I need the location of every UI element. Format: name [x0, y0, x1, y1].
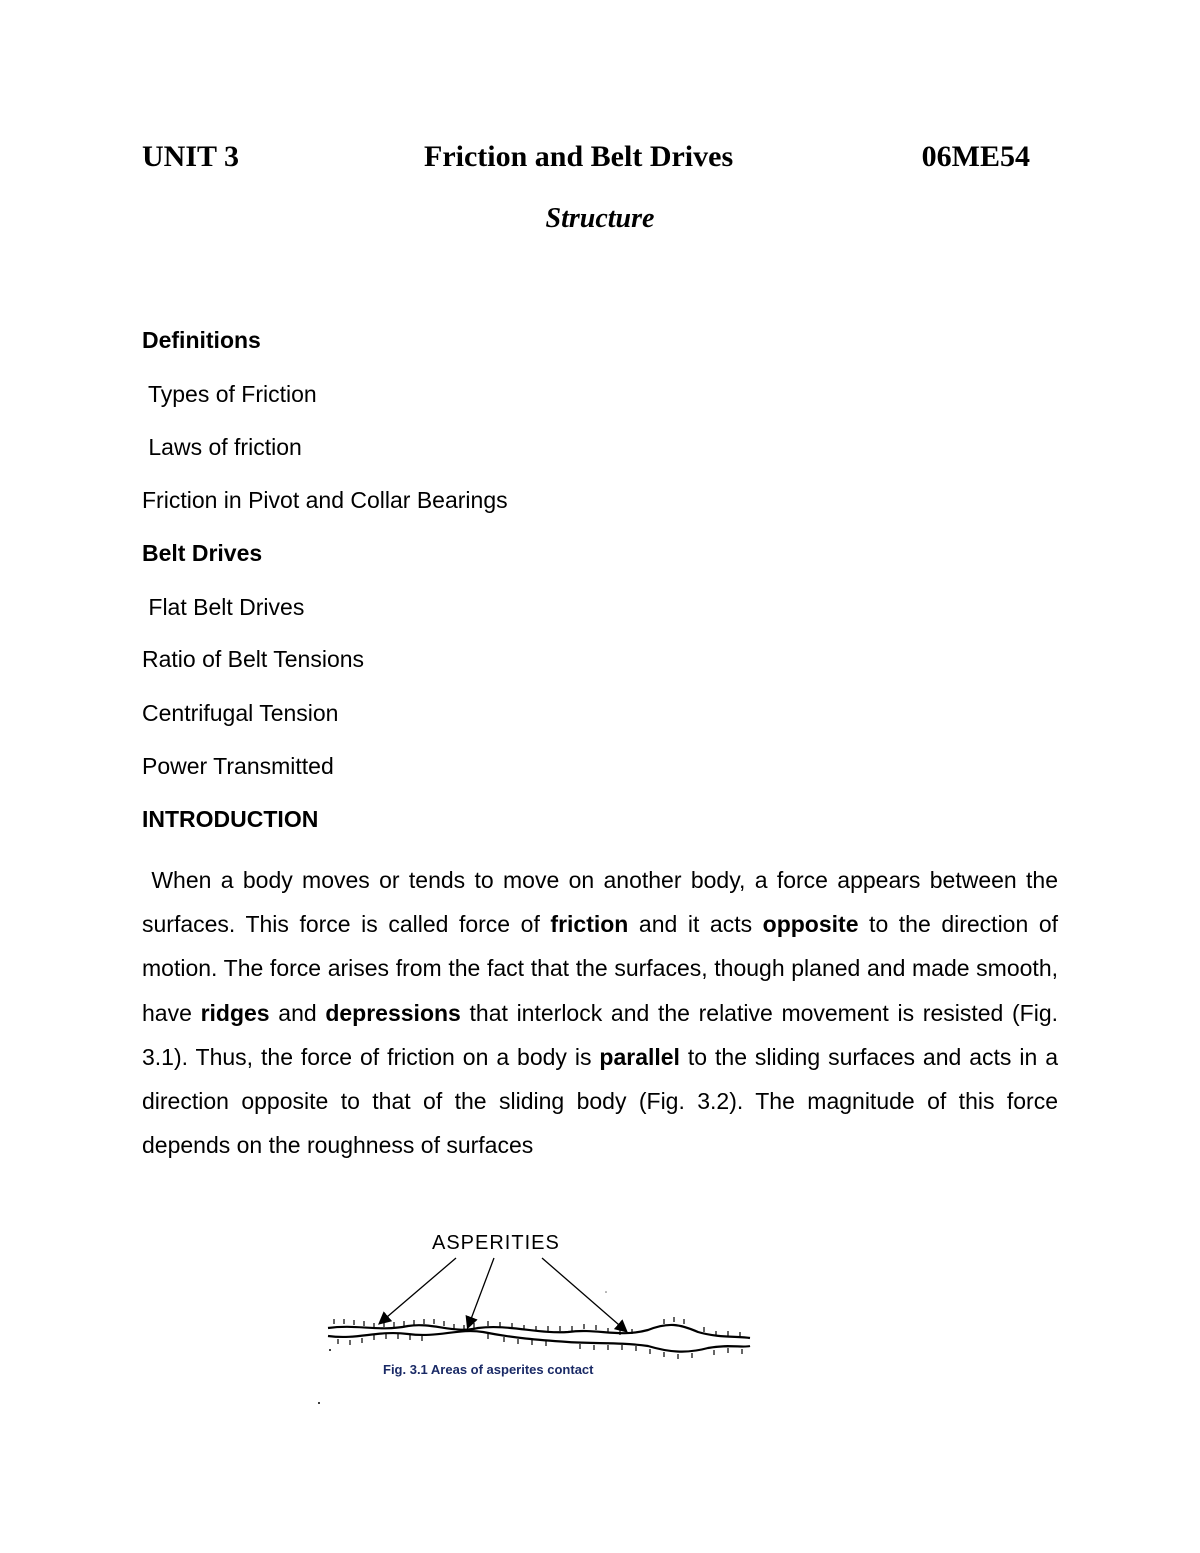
stray-dot — [329, 1349, 331, 1351]
outline-item: Friction in Pivot and Collar Bearings — [142, 487, 508, 513]
lower-surface — [328, 1331, 750, 1352]
text-run: and it acts — [628, 911, 763, 938]
stray-dot — [605, 1291, 607, 1293]
page-header — [142, 140, 1032, 184]
text-run: to the direction of motion. The force arises from the fact that the surfaces, though planed and made smooth, have — [142, 911, 1065, 1026]
text-run: to the sliding surfaces and acts in a direction opposite to that of the sliding body (Fig. 3.2). The magnitude of this force depends on the roughness of surfaces — [142, 1043, 1065, 1159]
asperities-diagram — [318, 1228, 758, 1418]
outline-item: Ratio of Belt Tensions — [142, 646, 365, 672]
text-run: and — [269, 999, 326, 1026]
upper-surface — [328, 1325, 750, 1338]
emphasis-term: friction — [550, 911, 629, 938]
text-run: When a body moves or tends to move on another body, a force appears between the surfaces. This force is called force of — [142, 867, 1065, 938]
emphasis-term: opposite — [762, 911, 859, 938]
course-code: 06ME54 — [921, 140, 1030, 173]
asperities-label: ASPERITIES — [432, 1232, 560, 1254]
unit-label: UNIT 3 — [142, 140, 239, 173]
emphasis-term: parallel — [599, 1043, 680, 1070]
structure-heading: Structure — [545, 203, 655, 234]
emphasis-term: ridges — [200, 999, 270, 1026]
arrow-left — [380, 1258, 456, 1323]
emphasis-term: depressions — [325, 999, 461, 1026]
outline-item: Laws of friction — [142, 434, 302, 460]
definitions-heading: Definitions — [142, 327, 261, 353]
arrow-middle — [468, 1258, 494, 1327]
outline-item: Types of Friction — [142, 381, 317, 407]
asperities-figure — [318, 1228, 758, 1418]
outline-item: Centrifugal Tension — [142, 700, 339, 726]
arrow-right — [542, 1258, 626, 1331]
outline-item: Flat Belt Drives — [142, 594, 305, 620]
figure-caption: Fig. 3.1 Areas of asperites contact — [383, 1362, 594, 1377]
stray-dot — [318, 1402, 320, 1404]
outline-item: Power Transmitted — [142, 753, 334, 779]
introduction-paragraph — [142, 858, 1065, 1167]
introduction-heading: INTRODUCTION — [142, 806, 319, 832]
text-run: that interlock and the relative movement is resisted (Fig. 3.1). Thus, the force of friction on a body is — [142, 999, 1065, 1070]
belt-drives-heading: Belt Drives — [142, 540, 263, 566]
chapter-title: Friction and Belt Drives — [424, 140, 734, 173]
